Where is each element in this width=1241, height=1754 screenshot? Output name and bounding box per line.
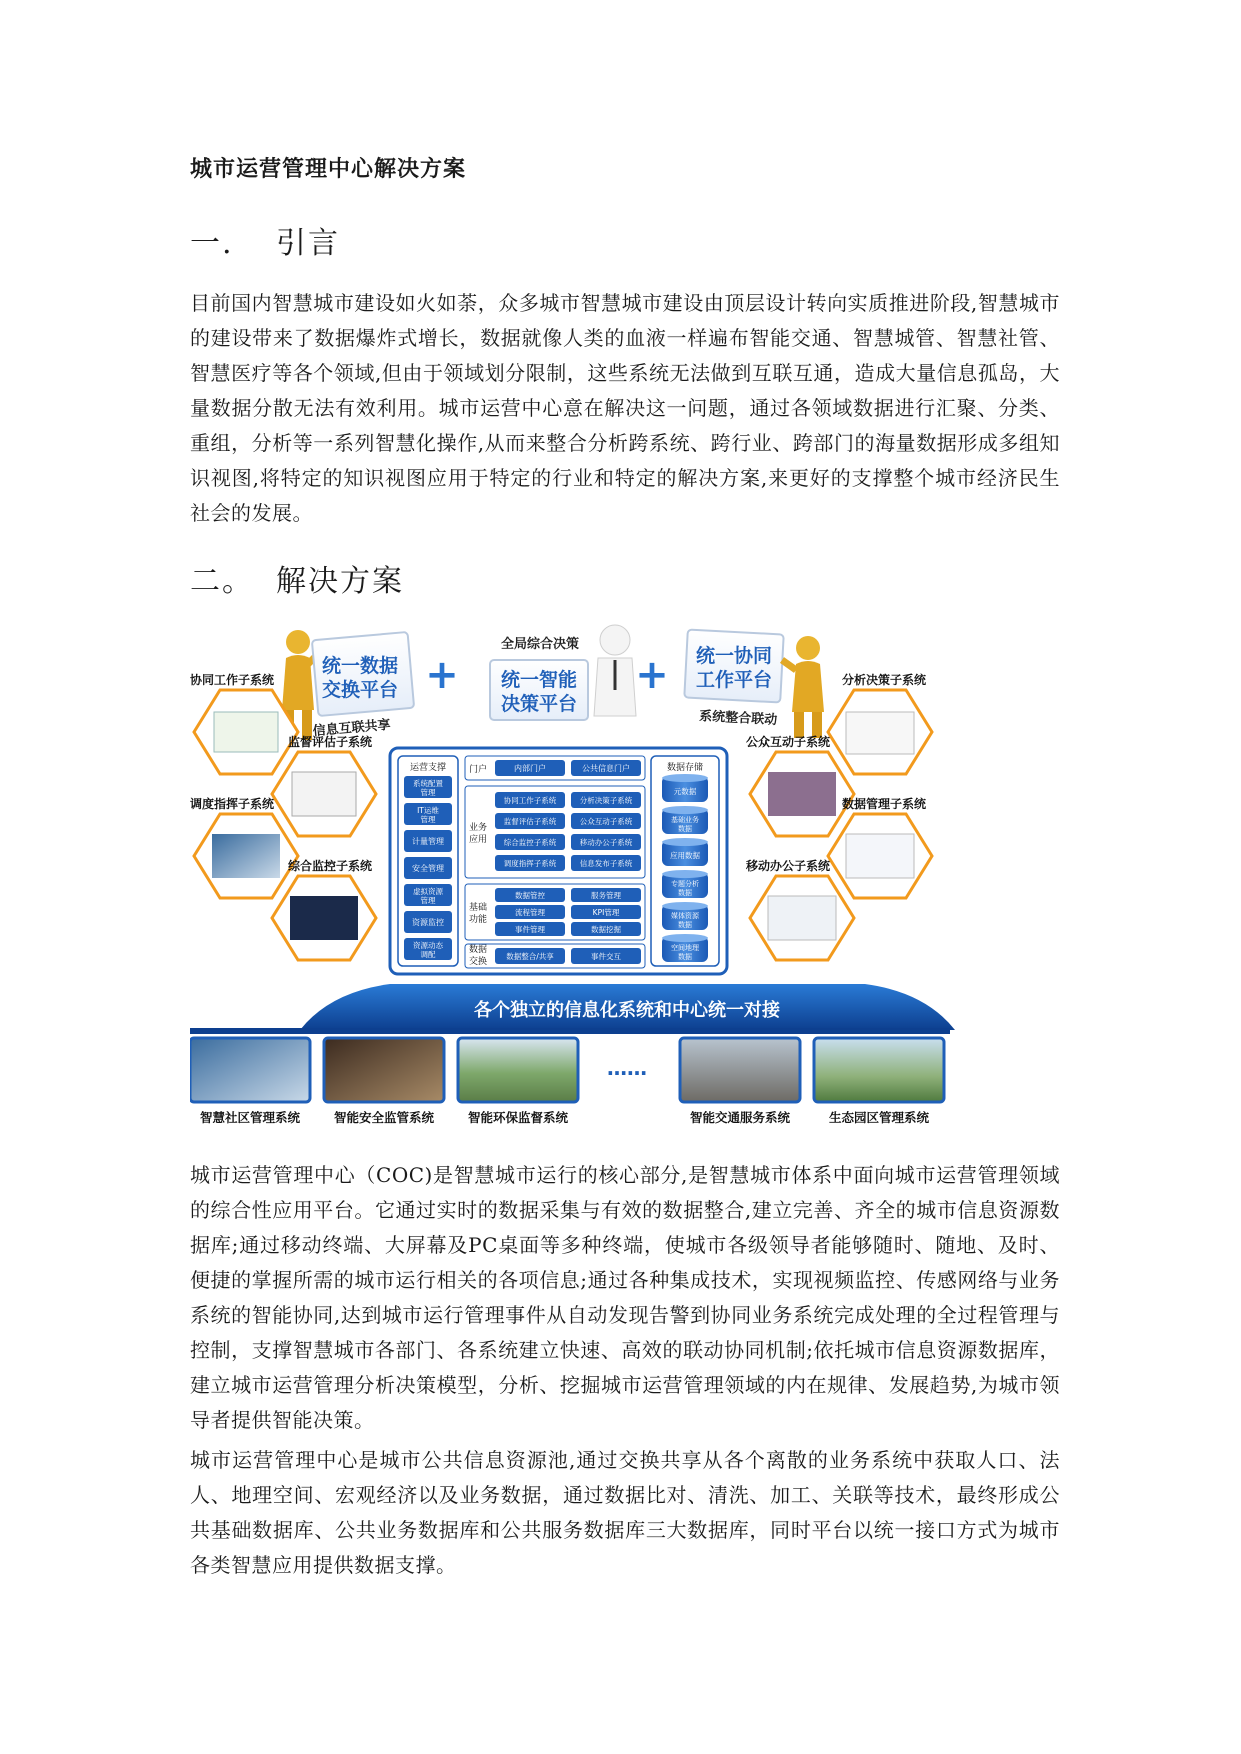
biz-item-label: 监督评估子系统	[503, 817, 557, 826]
intro-paragraph: 目前国内智慧城市建设如火如荼，众多城市智慧城市建设由顶层设计转向实质推进阶段,智慧城市的建设带来了数据爆炸式增长，数据就像人类的血液一样遍布智能交通、智慧城管、智慧社管、智慧医疗等各个领域,但由于领域划分限制，这些系统无法做到互联互通，造成大量信息孤岛，大量数据分散无法有效利用。城市运营中心意在解决这一问题，通过各领域数据进行汇聚、分类、重组，分析等一系列智慧化操作,从而来整合分析跨系统、跨行业、跨部门的海量数据形成多组知识视图,将特定的知识视图应用于特定的行业和特定的解决方案,来更好的支撑整个城市经济民生社会的发展。	[190, 291, 1060, 525]
banner-base	[190, 1028, 950, 1034]
section-heading-intro	[190, 218, 340, 262]
storage-cylinder-top	[662, 902, 708, 910]
storage-item-label-line2: 数据	[678, 825, 692, 833]
storage-item-label-line1: 空间地理	[671, 944, 699, 952]
ops-item-label: 资源监控	[412, 918, 444, 927]
ellipsis: ……	[607, 1056, 647, 1080]
biz-label-text-line2: 应用	[468, 835, 488, 845]
storage-cylinder-top	[662, 934, 708, 942]
ops-item-label-line2: 调配	[420, 950, 436, 959]
architecture-diagram-svg	[190, 620, 1065, 1140]
subsystem-label: 数据管理子系统	[842, 797, 927, 811]
biz-item-label: 信息发布子系统	[579, 859, 633, 868]
board-left	[312, 632, 414, 716]
ops-title: 运营支撑	[409, 763, 447, 773]
biz-item-label: 公众互动子系统	[579, 817, 633, 826]
ops-item-label: 安全管理	[412, 864, 444, 873]
system-photo	[680, 1038, 800, 1102]
system-label: 生态园区管理系统	[828, 1110, 930, 1125]
basic-item-label: 流程管理	[515, 908, 545, 917]
ops-item-label-line2: 管理	[420, 896, 436, 905]
storage-cylinder-top	[662, 838, 708, 846]
section-title: 解决方案	[276, 564, 404, 599]
exchange-item-label: 数据整合/共享	[506, 952, 554, 961]
basic-item-label: 事件管理	[515, 925, 545, 934]
ops-item-label-line2: 管理	[420, 788, 436, 797]
storage-item-label: 元数据	[673, 787, 697, 796]
center-caption: 全局综合决策	[500, 637, 580, 652]
system-label: 智能交通服务系统	[689, 1110, 791, 1125]
board-center-line2: 决策平台	[500, 693, 578, 715]
basic-item-label: 服务管理	[591, 891, 621, 900]
ops-item-label: 计量管理	[412, 837, 444, 846]
portal-item-label: 公共信息门户	[582, 764, 630, 773]
storage-cylinder-top	[662, 870, 708, 878]
document-title: 城市运营管理中心解决方案	[190, 156, 467, 182]
storage-cylinder-top	[662, 806, 708, 814]
section-heading-solution	[190, 556, 404, 600]
subsystem-hex	[828, 672, 932, 774]
subsystem-label: 分析决策子系统	[842, 673, 927, 687]
system-label: 智能环保监督系统	[467, 1110, 569, 1125]
ops-item-label-line1: 虚拟资源	[413, 887, 443, 896]
storage-item-label-line1: 基础业务	[671, 816, 699, 824]
storage-item-label-line1: 专题分析	[671, 880, 699, 888]
system-photo	[814, 1038, 944, 1102]
portal-item-label: 内部门户	[514, 764, 546, 773]
exchange-item-label: 事件交互	[591, 952, 621, 961]
section-number: 二。	[190, 564, 254, 599]
architecture-diagram	[190, 620, 1065, 1140]
system-photo	[324, 1038, 444, 1102]
bottom-systems	[190, 1038, 944, 1125]
plus-icon: +	[425, 652, 459, 698]
biz-item-label: 分析决策子系统	[579, 796, 633, 805]
system-label: 智慧社区管理系统	[199, 1110, 301, 1125]
storage-title: 数据存储	[666, 763, 704, 773]
subsystem-label: 公众互动子系统	[746, 735, 831, 749]
biz-item-label: 协同工作子系统	[503, 796, 557, 805]
board-right-line1: 统一协同	[695, 645, 773, 667]
basic-item-label: 数据挖掘	[591, 925, 621, 934]
storage-item-label-line2: 数据	[678, 953, 692, 961]
ops-item-label-line1: IT运维	[417, 806, 439, 815]
subsystem-label: 调度指挥子系统	[190, 797, 275, 811]
basic-item-label: 数据管控	[515, 891, 545, 900]
right-caption: 系统整合联动	[698, 708, 778, 729]
left-subsystems	[190, 672, 376, 960]
board-right-line2: 工作平台	[695, 669, 773, 691]
plus-icon: +	[635, 652, 669, 698]
system-photo	[190, 1038, 310, 1102]
biz-item-label: 综合监控子系统	[503, 838, 557, 847]
ops-item-label-line2: 管理	[420, 815, 436, 824]
basic-label-text-line1: 基础	[468, 903, 488, 913]
section-number: 一.	[190, 226, 234, 261]
biz-label-text-line1: 业务	[468, 823, 488, 833]
biz-item-label: 调度指挥子系统	[503, 859, 557, 868]
left-caption: 信息互联共享	[312, 717, 392, 740]
biz-item-label: 移动办公子系统	[579, 838, 633, 847]
ops-item-label-line1: 资源动态	[413, 941, 443, 950]
board-left-line1: 统一数据	[321, 655, 399, 677]
ops-item-label-line1: 系统配置	[413, 779, 443, 788]
subsystem-label: 监督评估子系统	[288, 735, 373, 749]
banner-text: 各个独立的信息化系统和中心统一对接	[474, 1000, 780, 1021]
system-label: 智能安全监管系统	[333, 1110, 435, 1125]
resource-pool-paragraph: 城市运营管理中心是城市公共信息资源池,通过交换共享从各个离散的业务系统中获取人口、法人、地理空间、宏观经济以及业务数据，通过数据比对、清洗、加工、关联等技术，最终形成公共基础数据库、公共业务数据库和公共服务数据库三大数据库，同时平台以统一接口方式为城市各类智慧应用提供数据支撑。	[190, 1448, 1060, 1577]
storage-item-label: 应用数据	[670, 851, 700, 860]
subsystem-label: 协同工作子系统	[190, 673, 275, 687]
subsystem-hex	[190, 672, 298, 774]
section-title: 引言	[276, 226, 340, 261]
storage-cylinder-top	[662, 774, 708, 782]
basic-label-text-line2: 功能	[468, 915, 488, 925]
board-center-line1: 统一智能	[500, 669, 578, 691]
board-center	[490, 660, 588, 720]
storage-item-label-line2: 数据	[678, 921, 692, 929]
white-figure-icon	[594, 625, 636, 716]
storage-item-label-line1: 媒体资源	[671, 912, 699, 920]
board-right	[684, 630, 783, 703]
board-left-line2: 交换平台	[321, 679, 399, 701]
basic-item-label: KPI管理	[592, 908, 620, 917]
exchange-label-text-line1: 数据	[468, 945, 488, 955]
ops-items	[404, 776, 452, 960]
portal-label: 门户	[468, 765, 488, 775]
exchange-label-text-line2: 交换	[468, 957, 488, 967]
subsystem-label: 综合监控子系统	[288, 859, 373, 873]
subsystem-label: 移动办公子系统	[746, 859, 831, 873]
system-photo	[458, 1038, 578, 1102]
coc-paragraph: 城市运营管理中心（COC)是智慧城市运行的核心部分,是智慧城市体系中面向城市运营管理领域的综合性应用平台。它通过实时的数据采集与有效的数据整合,建立完善、齐全的城市信息资源数据库;通过移动终端、大屏幕及PC桌面等多种终端，使城市各级领导者能够随时、随地、及时、便捷的掌握所需的城市运行相关的各项信息;通过各种集成技术，实现视频监控、传感网络与业务系统的智能协同,达到城市运行管理事件从自动发现告警到协同业务系统完成处理的全过程管理与控制，支撑智慧城市各部门、各系统建立快速、高效的联动协同机制;依托城市信息资源数据库，建立城市运营管理分析决策模型，分析、挖掘城市运营管理领域的内在规律、发展趋势,为城市领导者提供智能决策。	[190, 1163, 1060, 1432]
storage-item-label-line2: 数据	[678, 889, 692, 897]
gold-figure-right-icon	[782, 636, 824, 738]
